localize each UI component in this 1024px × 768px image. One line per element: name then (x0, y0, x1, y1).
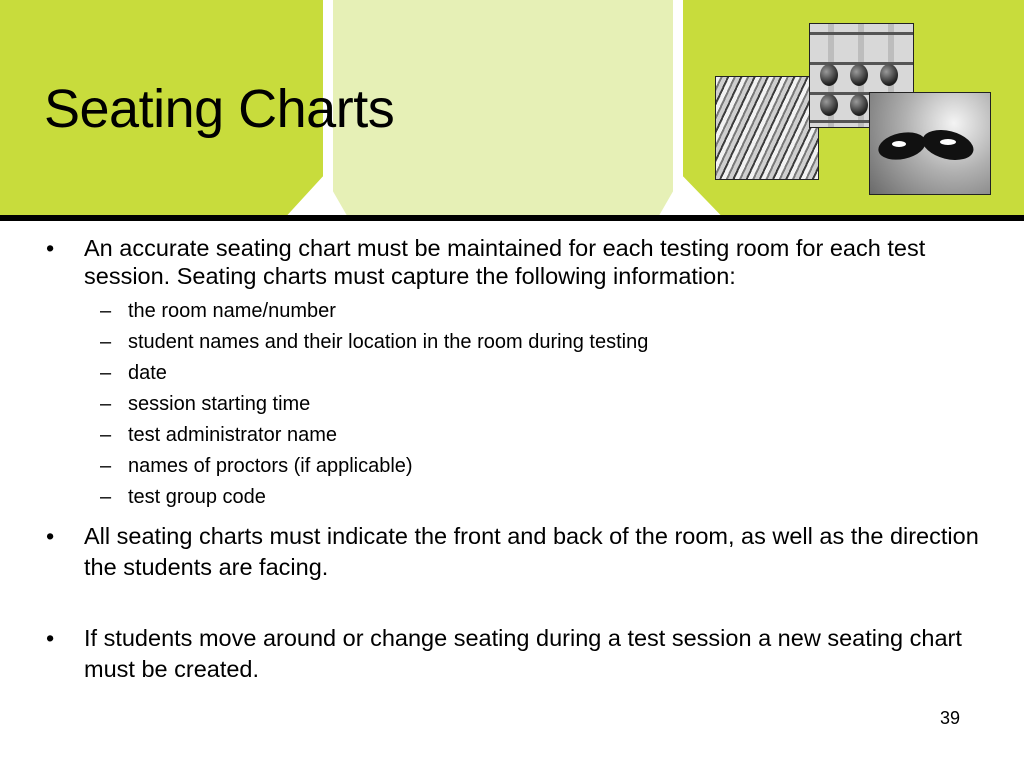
bullet-item (46, 521, 986, 583)
sub-item-text: date (128, 362, 167, 384)
dash-glyph: – (100, 331, 112, 353)
sub-list (84, 296, 986, 513)
sub-item-text: student names and their location in the room during testing (128, 331, 649, 353)
bullet-glyph: • (46, 523, 55, 549)
sub-list-item (84, 358, 986, 389)
bullet-glyph: • (46, 625, 55, 651)
bullet-text: An accurate seating chart must be maintained for each testing room for each test session. Seating charts must capture the following information: (84, 235, 926, 289)
sub-list-item (84, 420, 986, 451)
sub-list-item (84, 482, 986, 513)
sub-item-text: the room name/number (128, 300, 336, 322)
slide-body (46, 234, 986, 685)
sub-list-item (84, 451, 986, 482)
dash-glyph: – (100, 424, 112, 446)
slide-title: Seating Charts (44, 79, 395, 139)
sub-item-text: session starting time (128, 393, 311, 415)
sub-item-text: names of proctors (if applicable) (128, 455, 413, 477)
bullet-glyph: • (46, 235, 55, 261)
sub-item-text: test group code (128, 486, 266, 508)
page-number: 39 (940, 708, 961, 728)
bullet-item (46, 234, 986, 513)
bullet-text: If students move around or change seating during a test session a new seating chart must be created. (84, 625, 962, 682)
dash-glyph: – (100, 393, 112, 415)
sub-list-item (84, 389, 986, 420)
bullet-item (46, 623, 986, 685)
header-divider (0, 215, 1024, 221)
dash-glyph: – (100, 362, 112, 384)
sub-item-text: test administrator name (128, 424, 337, 446)
bullet-text: All seating charts must indicate the front and back of the room, as well as the direction the students are facing. (84, 523, 979, 580)
dash-glyph: – (100, 300, 112, 322)
dash-glyph: – (100, 455, 112, 477)
sub-list-item (84, 327, 986, 358)
books-photo (715, 76, 819, 180)
sub-list-item (84, 296, 986, 327)
dash-glyph: – (100, 486, 112, 508)
butterfly-photo (869, 92, 991, 195)
